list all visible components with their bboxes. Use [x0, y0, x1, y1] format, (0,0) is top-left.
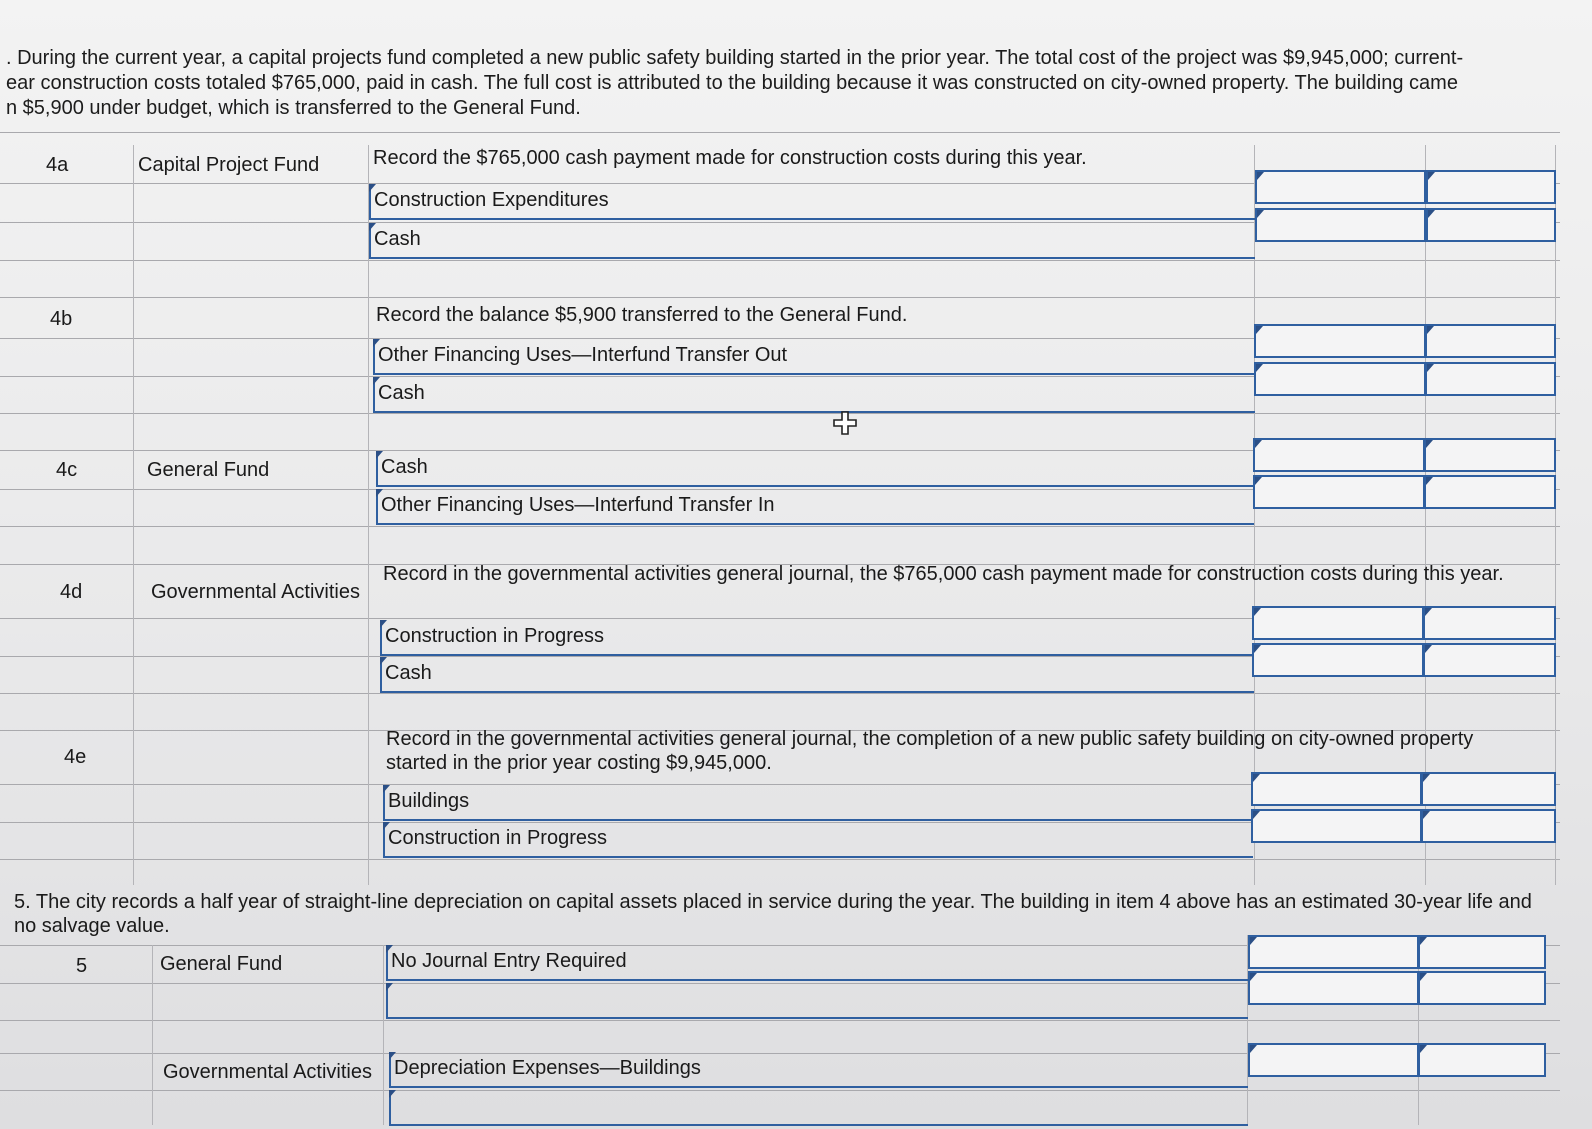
dropdown-marker-icon: [369, 223, 376, 231]
input-marker-icon: [1428, 210, 1435, 218]
intro-line: ear construction costs totaled $765,000, paid in cash. The full cost is attributed to the building because it was constructed on city-owned property. The building came: [6, 72, 1458, 94]
question-5: 5. The city records a half year of straight-line depreciation on capital assets placed in service during the year. The building in item 4 above has an estimated 30-year life and no salvage value.: [14, 891, 1532, 937]
debit-input[interactable]: [1255, 170, 1426, 204]
account-name: Construction in Progress: [388, 827, 607, 849]
input-marker-icon: [1426, 440, 1433, 448]
account-select[interactable]: [383, 785, 1253, 821]
dropdown-marker-icon: [376, 489, 383, 497]
account-select[interactable]: [376, 489, 1254, 525]
account-select[interactable]: [386, 983, 1248, 1019]
account-select[interactable]: [380, 657, 1254, 693]
row-id: 4d: [60, 581, 83, 603]
account-select[interactable]: [373, 339, 1255, 375]
instruction: Record in the governmental activities general journal, the $765,000 cash payment made for construction costs during this year.: [383, 563, 1504, 585]
grid-line: [133, 145, 134, 885]
grid-line: [0, 413, 1560, 414]
intro-line: . During the current year, a capital projects fund completed a new public safety building started in the prior year. The total cost of the project was $9,945,000; current-: [6, 47, 1464, 69]
input-marker-icon: [1420, 973, 1427, 981]
grid-line: [0, 132, 1560, 133]
account-name: Depreciation Expenses—Buildings: [394, 1057, 701, 1079]
dropdown-marker-icon: [389, 1052, 396, 1060]
account-name: Other Financing Uses—Interfund Transfer In: [381, 494, 775, 516]
debit-input[interactable]: [1253, 438, 1425, 472]
grid-line: [0, 693, 1560, 694]
debit-input[interactable]: [1248, 1043, 1419, 1077]
fund-label: Governmental Activities: [163, 1061, 372, 1083]
grid-line: [0, 297, 1560, 298]
account-select[interactable]: [389, 1090, 1248, 1126]
grid-line: [152, 945, 153, 1125]
debit-input[interactable]: [1251, 809, 1422, 843]
input-marker-icon: [1420, 1045, 1427, 1053]
input-marker-icon: [1250, 937, 1257, 945]
credit-input[interactable]: [1421, 772, 1556, 806]
dropdown-marker-icon: [376, 451, 383, 459]
dropdown-marker-icon: [369, 184, 376, 192]
credit-input[interactable]: [1418, 935, 1546, 969]
account-select[interactable]: [369, 223, 1255, 259]
credit-input[interactable]: [1424, 475, 1556, 509]
account-name: Construction Expenditures: [374, 189, 609, 211]
dropdown-marker-icon: [386, 945, 393, 953]
instruction: Record the balance $5,900 transferred to the General Fund.: [376, 304, 908, 326]
input-marker-icon: [1423, 774, 1430, 782]
dropdown-marker-icon: [383, 822, 390, 830]
grid-line: [383, 945, 384, 1125]
account-name: Other Financing Uses—Interfund Transfer Out: [378, 344, 788, 366]
row-id: 5: [76, 955, 88, 977]
input-marker-icon: [1255, 477, 1262, 485]
credit-input[interactable]: [1418, 971, 1546, 1005]
dropdown-marker-icon: [380, 620, 387, 628]
dropdown-marker-icon: [383, 785, 390, 793]
account-select[interactable]: [369, 184, 1255, 220]
credit-input[interactable]: [1418, 1043, 1546, 1077]
credit-input[interactable]: [1425, 362, 1556, 396]
input-marker-icon: [1256, 364, 1263, 372]
account-name: Construction in Progress: [385, 625, 604, 647]
credit-input[interactable]: [1424, 438, 1556, 472]
input-marker-icon: [1426, 477, 1433, 485]
fund-label: General Fund: [147, 459, 270, 481]
move-cursor-icon: [832, 410, 858, 436]
input-marker-icon: [1425, 608, 1432, 616]
instruction: Record the $765,000 cash payment made for construction costs during this year.: [373, 147, 1087, 169]
account-select[interactable]: [376, 451, 1254, 487]
account-name: Cash: [374, 228, 421, 250]
debit-input[interactable]: [1251, 772, 1422, 806]
debit-input[interactable]: [1254, 324, 1426, 358]
input-marker-icon: [1254, 608, 1261, 616]
dropdown-marker-icon: [380, 657, 387, 665]
grid-line: [0, 859, 1560, 860]
credit-input[interactable]: [1425, 324, 1556, 358]
account-select[interactable]: [389, 1052, 1248, 1088]
account-name: No Journal Entry Required: [391, 950, 627, 972]
input-marker-icon: [1255, 440, 1262, 448]
input-marker-icon: [1256, 326, 1263, 334]
input-marker-icon: [1428, 172, 1435, 180]
account-name: Cash: [385, 662, 432, 684]
input-marker-icon: [1427, 364, 1434, 372]
row-id: 4c: [56, 459, 78, 481]
fund-label: General Fund: [160, 953, 283, 975]
input-marker-icon: [1257, 172, 1264, 180]
input-marker-icon: [1250, 1045, 1257, 1053]
input-marker-icon: [1425, 645, 1432, 653]
grid-line: [0, 526, 1560, 527]
input-marker-icon: [1253, 774, 1260, 782]
grid-line: [0, 260, 1560, 261]
debit-input[interactable]: [1252, 643, 1424, 677]
account-name: Cash: [381, 456, 428, 478]
account-name: Buildings: [388, 790, 470, 812]
dropdown-marker-icon: [373, 377, 380, 385]
credit-input[interactable]: [1423, 643, 1556, 677]
grid-line: [0, 1020, 1560, 1021]
account-select[interactable]: [373, 377, 1255, 413]
debit-input[interactable]: [1253, 475, 1425, 509]
fund-label: Capital Project Fund: [138, 154, 320, 176]
account-select[interactable]: [380, 620, 1254, 656]
problem-statement: [6, 46, 1566, 121]
row-id: 4b: [50, 308, 73, 330]
input-marker-icon: [1420, 937, 1427, 945]
account-name: Cash: [378, 382, 425, 404]
input-marker-icon: [1254, 645, 1261, 653]
credit-input[interactable]: [1423, 606, 1556, 640]
input-marker-icon: [1250, 973, 1257, 981]
debit-input[interactable]: [1248, 971, 1419, 1005]
input-marker-icon: [1257, 210, 1264, 218]
row-id: 4a: [46, 154, 69, 176]
debit-input[interactable]: [1255, 208, 1426, 242]
account-select[interactable]: [386, 945, 1248, 981]
debit-input[interactable]: [1248, 935, 1419, 969]
dropdown-marker-icon: [389, 1090, 396, 1098]
row-id: 4e: [64, 746, 87, 768]
debit-input[interactable]: [1252, 606, 1424, 640]
input-marker-icon: [1427, 326, 1434, 334]
dropdown-marker-icon: [386, 983, 393, 991]
credit-input[interactable]: [1426, 208, 1556, 242]
debit-input[interactable]: [1254, 362, 1426, 396]
intro-line: n $5,900 under budget, which is transferred to the General Fund.: [6, 97, 581, 119]
input-marker-icon: [1253, 811, 1260, 819]
credit-input[interactable]: [1426, 170, 1556, 204]
dropdown-marker-icon: [373, 339, 380, 347]
fund-label: Governmental Activities: [151, 581, 360, 603]
instruction: Record in the governmental activities general journal, the completion of a new public safety building on city-owned property started in the prior year costing $9,945,000.: [386, 728, 1474, 774]
credit-input[interactable]: [1421, 809, 1556, 843]
account-select[interactable]: [383, 822, 1253, 858]
input-marker-icon: [1423, 811, 1430, 819]
